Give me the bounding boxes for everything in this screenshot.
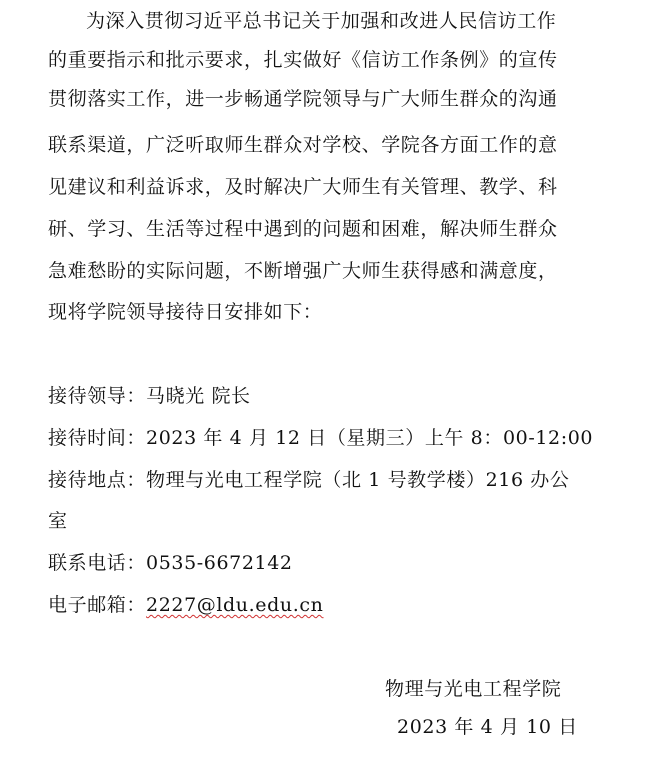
reception-leader: 接待领导：马晓光 院长 <box>48 385 251 407</box>
signature-date: 2023 年 4 月 10 日 <box>397 716 578 738</box>
reception-location: 接待地点：物理与光电工程学院（北 1 号教学楼）216 办公 <box>48 469 570 491</box>
contact-email-row <box>48 592 608 618</box>
paragraph-line-1: 为深入贯彻习近平总书记关于加强和改进人民信访工作 <box>86 10 557 32</box>
paragraph-line-7: 急难愁盼的实际问题，不断增强广大师生获得感和满意度， <box>48 260 558 282</box>
reception-time: 接待时间：2023 年 4 月 12 日（星期三）上午 8：00-12:00 <box>48 427 594 449</box>
signature-organization: 物理与光电工程学院 <box>385 678 562 700</box>
reception-location-continued: 室 <box>48 510 68 532</box>
paragraph-line-4: 联系渠道，广泛听取师生群众对学校、学院各方面工作的意 <box>48 134 558 156</box>
contact-email-address[interactable]: 2227@ldu.edu.cn <box>146 594 324 616</box>
paragraph-line-2: 的重要指示和批示要求，扎实做好《信访工作条例》的宣传 <box>48 49 558 71</box>
paragraph-line-5: 见建议和利益诉求，及时解决广大师生有关管理、教学、科 <box>48 176 558 198</box>
paragraph-line-6: 研、学习、生活等过程中遇到的问题和困难，解决师生群众 <box>48 218 558 240</box>
contact-phone: 联系电话：0535-6672142 <box>48 552 293 574</box>
contact-email-label: 电子邮箱： <box>48 594 147 616</box>
paragraph-line-8: 现将学院领导接待日安排如下： <box>48 301 323 323</box>
paragraph-line-3: 贯彻落实工作，进一步畅通学院领导与广大师生群众的沟通 <box>48 88 558 110</box>
